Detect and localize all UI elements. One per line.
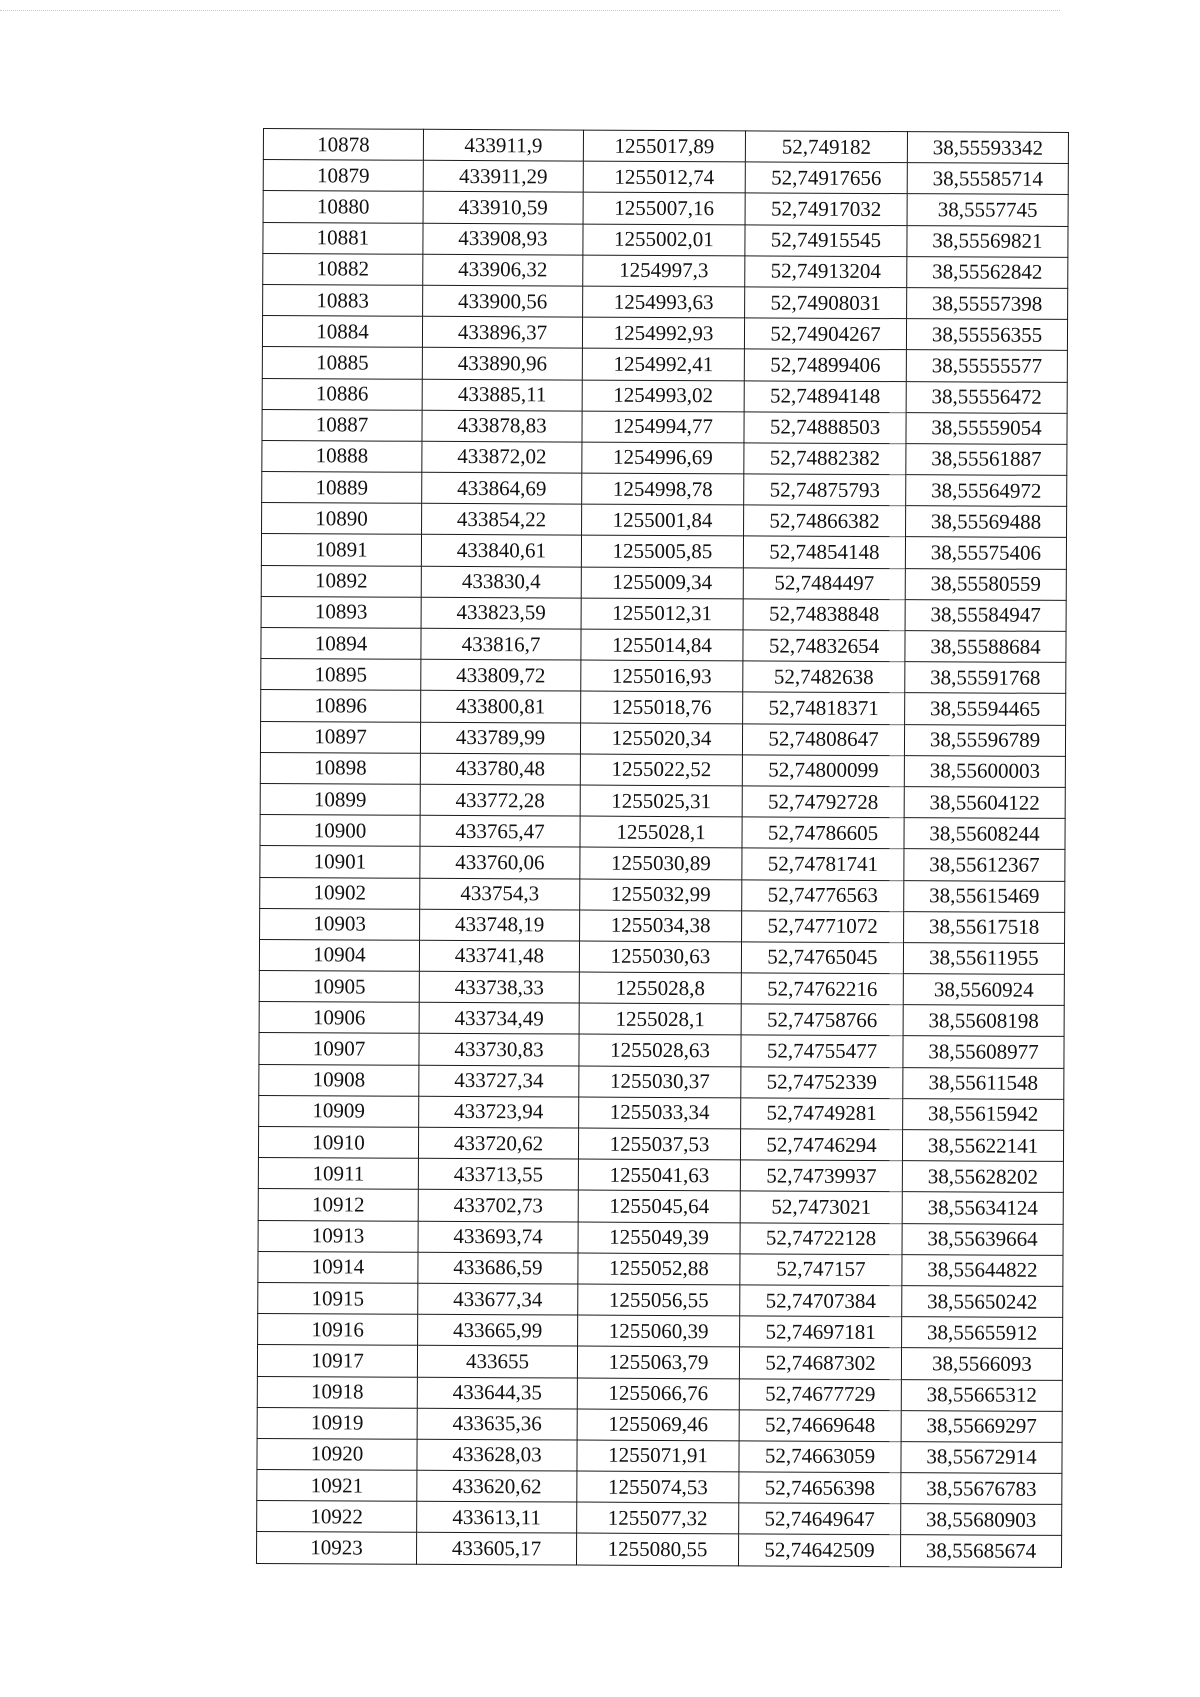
latitude-cell: 52,74697181 (740, 1316, 902, 1348)
point-number-cell: 10916 (258, 1314, 418, 1346)
table-row (262, 409, 1067, 444)
longitude-cell: 38,55555577 (906, 350, 1067, 382)
y-coordinate-cell: 1255049,39 (578, 1222, 740, 1254)
table-row (259, 1033, 1064, 1068)
latitude-cell: 52,74771072 (742, 911, 904, 943)
table-row (258, 1158, 1063, 1193)
latitude-cell: 52,74749281 (741, 1098, 903, 1130)
latitude-cell: 52,74832654 (743, 630, 905, 662)
x-coordinate-cell: 433896,37 (422, 316, 582, 348)
x-coordinate-cell: 433809,72 (421, 659, 581, 691)
latitude-cell: 52,74915545 (745, 224, 907, 256)
x-coordinate-cell: 433713,55 (418, 1158, 578, 1190)
longitude-cell: 38,55634124 (902, 1192, 1063, 1224)
y-coordinate-cell: 1255025,31 (580, 785, 742, 817)
latitude-cell: 52,74746294 (740, 1129, 902, 1161)
y-coordinate-cell: 1255056,55 (578, 1284, 740, 1316)
table-row (257, 1501, 1062, 1536)
y-coordinate-cell: 1255030,63 (579, 941, 741, 973)
point-number-cell: 10915 (258, 1282, 418, 1314)
latitude-cell: 52,74899406 (744, 349, 906, 381)
latitude-cell: 52,74875793 (744, 474, 906, 506)
y-coordinate-cell: 1254992,93 (582, 317, 744, 349)
longitude-cell: 38,55672914 (901, 1442, 1062, 1474)
latitude-cell: 52,74854148 (743, 536, 905, 568)
table-row (262, 440, 1067, 475)
point-number-cell: 10922 (257, 1501, 417, 1533)
coordinates-table-body (256, 129, 1068, 1568)
table-row (261, 534, 1066, 569)
x-coordinate-cell: 433720,62 (418, 1127, 578, 1159)
point-number-cell: 10923 (256, 1532, 416, 1564)
table-row (258, 1126, 1063, 1161)
point-number-cell: 10905 (259, 971, 419, 1003)
point-number-cell: 10878 (263, 129, 423, 161)
y-coordinate-cell: 1255071,91 (577, 1440, 739, 1472)
y-coordinate-cell: 1255069,46 (577, 1409, 739, 1441)
x-coordinate-cell: 433890,96 (422, 348, 582, 380)
table-row (263, 129, 1068, 164)
longitude-cell: 38,55600003 (904, 755, 1065, 787)
y-coordinate-cell: 1255005,85 (581, 535, 743, 567)
y-coordinate-cell: 1254993,02 (582, 380, 744, 412)
table-row (258, 1251, 1063, 1286)
latitude-cell: 52,74755477 (741, 1035, 903, 1067)
table-row (257, 1376, 1062, 1411)
y-coordinate-cell: 1255016,93 (581, 660, 743, 692)
x-coordinate-cell: 433754,3 (420, 878, 580, 910)
latitude-cell: 52,74808647 (742, 723, 904, 755)
longitude-cell: 38,5557745 (907, 194, 1068, 226)
table-row (260, 877, 1065, 912)
latitude-cell: 52,74800099 (742, 755, 904, 787)
y-coordinate-cell: 1255077,32 (577, 1502, 739, 1534)
y-coordinate-cell: 1255028,8 (579, 972, 741, 1004)
point-number-cell: 10901 (260, 846, 420, 878)
point-number-cell: 10880 (263, 191, 423, 223)
x-coordinate-cell: 433635,36 (417, 1408, 577, 1440)
y-coordinate-cell: 1255001,84 (582, 504, 744, 536)
longitude-cell: 38,55669297 (901, 1410, 1062, 1442)
table-row (259, 1064, 1064, 1099)
y-coordinate-cell: 1255014,84 (581, 629, 743, 661)
x-coordinate-cell: 433723,94 (419, 1096, 579, 1128)
point-number-cell: 10918 (257, 1376, 417, 1408)
longitude-cell: 38,55611548 (903, 1067, 1064, 1099)
x-coordinate-cell: 433911,9 (423, 129, 583, 161)
latitude-cell: 52,74781741 (742, 848, 904, 880)
point-number-cell: 10890 (262, 503, 422, 535)
y-coordinate-cell: 1255018,76 (581, 691, 743, 723)
y-coordinate-cell: 1255017,89 (583, 130, 745, 162)
point-number-cell: 10904 (259, 939, 419, 971)
longitude-cell: 38,55569821 (907, 225, 1068, 257)
latitude-cell: 52,74908031 (745, 287, 907, 319)
table-row (259, 1002, 1064, 1037)
latitude-cell: 52,74739937 (740, 1160, 902, 1192)
longitude-cell: 38,55562842 (907, 256, 1068, 288)
y-coordinate-cell: 1255060,39 (578, 1315, 740, 1347)
y-coordinate-cell: 1254993,63 (583, 286, 745, 318)
x-coordinate-cell: 433730,83 (419, 1034, 579, 1066)
longitude-cell: 38,55612367 (904, 849, 1065, 881)
y-coordinate-cell: 1255012,74 (583, 161, 745, 193)
x-coordinate-cell: 433741,48 (419, 940, 579, 972)
x-coordinate-cell: 433760,06 (420, 847, 580, 879)
longitude-cell: 38,55559054 (906, 412, 1067, 444)
longitude-cell: 38,55564972 (906, 475, 1067, 507)
longitude-cell: 38,55584947 (905, 599, 1066, 631)
table-row (262, 347, 1067, 382)
x-coordinate-cell: 433864,69 (422, 472, 582, 504)
point-number-cell: 10920 (257, 1438, 417, 1470)
longitude-cell: 38,55557398 (907, 288, 1068, 320)
table-row (262, 316, 1067, 351)
table-row (257, 1407, 1062, 1442)
longitude-cell: 38,55556355 (906, 319, 1067, 351)
table-row (261, 659, 1066, 694)
latitude-cell: 52,74917656 (745, 162, 907, 194)
table-row (263, 253, 1068, 288)
y-coordinate-cell: 1255066,76 (577, 1378, 739, 1410)
y-coordinate-cell: 1255063,79 (577, 1346, 739, 1378)
point-number-cell: 10900 (260, 815, 420, 847)
point-number-cell: 10910 (258, 1126, 418, 1158)
point-number-cell: 10883 (263, 284, 423, 316)
point-number-cell: 10903 (260, 908, 420, 940)
latitude-cell: 52,74776563 (742, 879, 904, 911)
latitude-cell: 52,7473021 (740, 1191, 902, 1223)
x-coordinate-cell: 433800,81 (421, 691, 581, 723)
latitude-cell: 52,74656398 (739, 1472, 901, 1504)
table-row (262, 378, 1067, 413)
coordinates-table (256, 128, 1069, 1568)
longitude-cell: 38,55596789 (904, 724, 1065, 756)
table-row (259, 971, 1064, 1006)
y-coordinate-cell: 1255012,31 (581, 598, 743, 630)
longitude-cell: 38,55655912 (902, 1317, 1063, 1349)
x-coordinate-cell: 433605,17 (416, 1533, 576, 1565)
y-coordinate-cell: 1255041,63 (578, 1159, 740, 1191)
table-row (261, 690, 1066, 725)
latitude-cell: 52,74687302 (739, 1347, 901, 1379)
y-coordinate-cell: 1255007,16 (583, 192, 745, 224)
longitude-cell: 38,55611955 (903, 943, 1064, 975)
y-coordinate-cell: 1255045,64 (578, 1190, 740, 1222)
longitude-cell: 38,55608977 (903, 1036, 1064, 1068)
y-coordinate-cell: 1255028,63 (579, 1034, 741, 1066)
y-coordinate-cell: 1254994,77 (582, 411, 744, 443)
longitude-cell: 38,55608198 (903, 1005, 1064, 1037)
longitude-cell: 38,55593342 (907, 132, 1068, 164)
point-number-cell: 10907 (259, 1033, 419, 1065)
point-number-cell: 10886 (262, 378, 422, 410)
point-number-cell: 10899 (260, 783, 420, 815)
table-row (262, 503, 1067, 538)
point-number-cell: 10889 (262, 472, 422, 504)
table-row (259, 939, 1064, 974)
y-coordinate-cell: 1255028,1 (580, 816, 742, 848)
x-coordinate-cell: 433780,48 (420, 753, 580, 785)
longitude-cell: 38,55680903 (901, 1504, 1062, 1536)
longitude-cell: 38,55639664 (902, 1223, 1063, 1255)
table-row (258, 1282, 1063, 1317)
x-coordinate-cell: 433620,62 (417, 1470, 577, 1502)
longitude-cell: 38,55676783 (901, 1473, 1062, 1505)
table-row (258, 1189, 1063, 1224)
longitude-cell: 38,55569488 (906, 506, 1067, 538)
longitude-cell: 38,55591768 (905, 662, 1066, 694)
point-number-cell: 10917 (257, 1345, 417, 1377)
table-row (260, 721, 1065, 756)
y-coordinate-cell: 1255080,55 (576, 1533, 738, 1565)
latitude-cell: 52,74838848 (743, 599, 905, 631)
x-coordinate-cell: 433613,11 (417, 1502, 577, 1534)
y-coordinate-cell: 1255020,34 (580, 723, 742, 755)
latitude-cell: 52,7482638 (743, 661, 905, 693)
y-coordinate-cell: 1255030,37 (579, 1066, 741, 1098)
point-number-cell: 10921 (257, 1470, 417, 1502)
point-number-cell: 10879 (263, 160, 423, 192)
x-coordinate-cell: 433885,11 (422, 379, 582, 411)
point-number-cell: 10891 (261, 534, 421, 566)
x-coordinate-cell: 433878,83 (422, 410, 582, 442)
x-coordinate-cell: 433772,28 (420, 784, 580, 816)
table-row (260, 815, 1065, 850)
longitude-cell: 38,55622141 (902, 1130, 1063, 1162)
table-row (260, 908, 1065, 943)
x-coordinate-cell: 433665,99 (418, 1314, 578, 1346)
y-coordinate-cell: 1255052,88 (578, 1253, 740, 1285)
latitude-cell: 52,749182 (745, 131, 907, 163)
x-coordinate-cell: 433906,32 (423, 254, 583, 286)
latitude-cell: 52,74677729 (739, 1378, 901, 1410)
longitude-cell: 38,55594465 (905, 693, 1066, 725)
longitude-cell: 38,55608244 (904, 818, 1065, 850)
point-number-cell: 10888 (262, 440, 422, 472)
latitude-cell: 52,74762216 (741, 973, 903, 1005)
latitude-cell: 52,74792728 (742, 786, 904, 818)
longitude-cell: 38,55615942 (903, 1098, 1064, 1130)
table-row (258, 1314, 1063, 1349)
y-coordinate-cell: 1255033,34 (579, 1097, 741, 1129)
table-row (260, 752, 1065, 787)
latitude-cell: 52,747157 (740, 1254, 902, 1286)
table-row (263, 160, 1068, 195)
y-coordinate-cell: 1255030,89 (580, 847, 742, 879)
longitude-cell: 38,55665312 (901, 1379, 1062, 1411)
x-coordinate-cell: 433816,7 (421, 628, 581, 660)
x-coordinate-cell: 433823,59 (421, 597, 581, 629)
x-coordinate-cell: 433644,35 (417, 1377, 577, 1409)
y-coordinate-cell: 1254998,78 (582, 473, 744, 505)
table-row (260, 846, 1065, 881)
x-coordinate-cell: 433911,29 (423, 160, 583, 192)
longitude-cell: 38,55644822 (902, 1254, 1063, 1286)
y-coordinate-cell: 1255022,52 (580, 754, 742, 786)
longitude-cell: 38,5560924 (903, 974, 1064, 1006)
x-coordinate-cell: 433677,34 (418, 1283, 578, 1315)
point-number-cell: 10913 (258, 1220, 418, 1252)
point-number-cell: 10919 (257, 1407, 417, 1439)
latitude-cell: 52,74786605 (742, 817, 904, 849)
table-row (259, 1095, 1064, 1130)
x-coordinate-cell: 433840,61 (421, 535, 581, 567)
latitude-cell: 52,74866382 (744, 505, 906, 537)
y-coordinate-cell: 1255074,53 (577, 1471, 739, 1503)
x-coordinate-cell: 433734,49 (419, 1003, 579, 1035)
point-number-cell: 10897 (260, 721, 420, 753)
point-number-cell: 10894 (261, 627, 421, 659)
longitude-cell: 38,55556472 (906, 381, 1067, 413)
x-coordinate-cell: 433908,93 (423, 223, 583, 255)
latitude-cell: 52,74707384 (740, 1285, 902, 1317)
table-row (257, 1470, 1062, 1505)
point-number-cell: 10884 (262, 316, 422, 348)
point-number-cell: 10902 (260, 877, 420, 909)
point-number-cell: 10881 (263, 222, 423, 254)
latitude-cell: 52,74882382 (744, 443, 906, 475)
point-number-cell: 10911 (258, 1158, 418, 1190)
latitude-cell: 52,74752339 (741, 1066, 903, 1098)
x-coordinate-cell: 433702,73 (418, 1190, 578, 1222)
table-row (257, 1345, 1062, 1380)
longitude-cell: 38,55561887 (906, 444, 1067, 476)
longitude-cell: 38,5566093 (901, 1348, 1062, 1380)
table-row (256, 1532, 1061, 1567)
point-number-cell: 10906 (259, 1002, 419, 1034)
point-number-cell: 10885 (262, 347, 422, 379)
latitude-cell: 52,74904267 (744, 318, 906, 350)
y-coordinate-cell: 1255009,34 (581, 567, 743, 599)
scan-artifact-line (0, 10, 1060, 12)
latitude-cell: 52,74642509 (738, 1534, 900, 1566)
x-coordinate-cell: 433854,22 (422, 504, 582, 536)
table-row (258, 1220, 1063, 1255)
y-coordinate-cell: 1254997,3 (583, 255, 745, 287)
longitude-cell: 38,55685674 (900, 1535, 1061, 1567)
point-number-cell: 10895 (261, 659, 421, 691)
y-coordinate-cell: 1255037,53 (578, 1128, 740, 1160)
point-number-cell: 10914 (258, 1251, 418, 1283)
table-row (261, 565, 1066, 600)
longitude-cell: 38,55588684 (905, 631, 1066, 663)
y-coordinate-cell: 1254996,69 (582, 442, 744, 474)
y-coordinate-cell: 1255032,99 (580, 879, 742, 911)
x-coordinate-cell: 433727,34 (419, 1065, 579, 1097)
point-number-cell: 10892 (261, 565, 421, 597)
latitude-cell: 52,74722128 (740, 1222, 902, 1254)
latitude-cell: 52,74765045 (741, 942, 903, 974)
x-coordinate-cell: 433789,99 (420, 722, 580, 754)
point-number-cell: 10898 (260, 752, 420, 784)
x-coordinate-cell: 433765,47 (420, 815, 580, 847)
x-coordinate-cell: 433748,19 (420, 909, 580, 941)
x-coordinate-cell: 433628,03 (417, 1439, 577, 1471)
x-coordinate-cell: 433830,4 (421, 566, 581, 598)
x-coordinate-cell: 433910,59 (423, 192, 583, 224)
x-coordinate-cell: 433686,59 (418, 1252, 578, 1284)
table-row (263, 222, 1068, 257)
table-row (263, 191, 1068, 226)
y-coordinate-cell: 1254992,41 (582, 348, 744, 380)
y-coordinate-cell: 1255034,38 (580, 910, 742, 942)
latitude-cell: 52,74669648 (739, 1410, 901, 1442)
latitude-cell: 52,74758766 (741, 1004, 903, 1036)
point-number-cell: 10908 (259, 1064, 419, 1096)
latitude-cell: 52,74663059 (739, 1441, 901, 1473)
table-row (260, 783, 1065, 818)
longitude-cell: 38,55604122 (904, 787, 1065, 819)
latitude-cell: 52,74818371 (743, 692, 905, 724)
x-coordinate-cell: 433872,02 (422, 441, 582, 473)
latitude-cell: 52,74917032 (745, 193, 907, 225)
table-row (261, 596, 1066, 631)
point-number-cell: 10887 (262, 409, 422, 441)
latitude-cell: 52,74649647 (739, 1503, 901, 1535)
longitude-cell: 38,55580559 (905, 568, 1066, 600)
x-coordinate-cell: 433655 (417, 1346, 577, 1378)
latitude-cell: 52,74913204 (745, 256, 907, 288)
y-coordinate-cell: 1255028,1 (579, 1003, 741, 1035)
latitude-cell: 52,7484497 (743, 567, 905, 599)
longitude-cell: 38,55615469 (904, 880, 1065, 912)
y-coordinate-cell: 1255002,01 (583, 224, 745, 256)
point-number-cell: 10882 (263, 253, 423, 285)
latitude-cell: 52,74888503 (744, 412, 906, 444)
x-coordinate-cell: 433693,74 (418, 1221, 578, 1253)
latitude-cell: 52,74894148 (744, 380, 906, 412)
longitude-cell: 38,55585714 (907, 163, 1068, 195)
point-number-cell: 10912 (258, 1189, 418, 1221)
table-row (261, 627, 1066, 662)
table-row (257, 1438, 1062, 1473)
point-number-cell: 10896 (261, 690, 421, 722)
point-number-cell: 10909 (259, 1095, 419, 1127)
point-number-cell: 10893 (261, 596, 421, 628)
longitude-cell: 38,55617518 (904, 911, 1065, 943)
table-row (262, 472, 1067, 507)
longitude-cell: 38,55650242 (902, 1286, 1063, 1318)
x-coordinate-cell: 433900,56 (423, 285, 583, 317)
longitude-cell: 38,55628202 (902, 1161, 1063, 1193)
table-row (263, 284, 1068, 319)
x-coordinate-cell: 433738,33 (419, 971, 579, 1003)
longitude-cell: 38,55575406 (905, 537, 1066, 569)
